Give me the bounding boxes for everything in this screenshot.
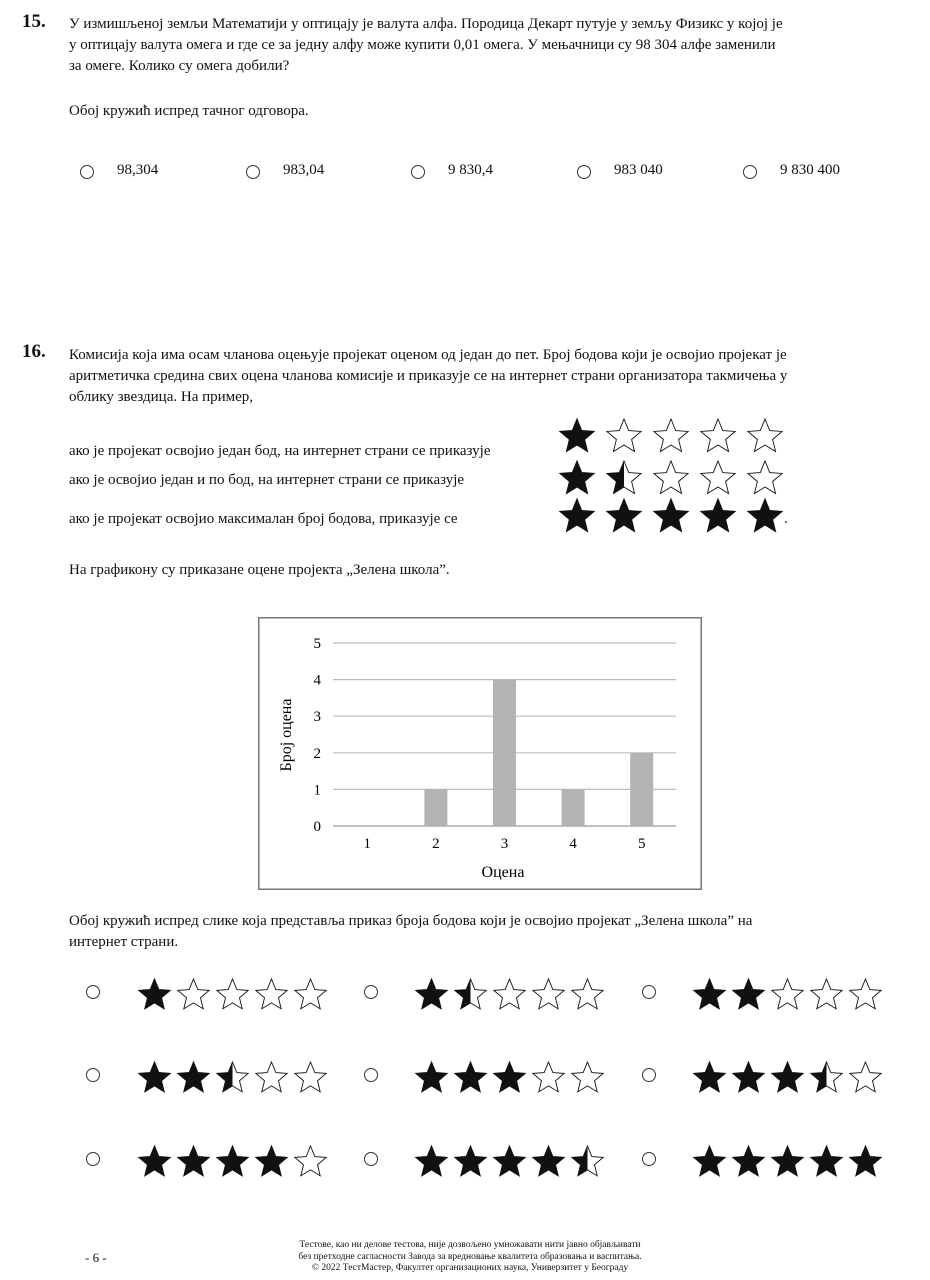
star-rating-svg: [558, 459, 784, 497]
y-tick-label: 0: [313, 819, 321, 835]
filled-star-icon: [607, 499, 641, 532]
option-label: 9 830 400: [780, 162, 840, 178]
example-text-1: ако је пројекат освојио један бод, на интернет страни се приказује: [69, 443, 491, 459]
filled-star-icon: [748, 499, 782, 532]
option-star-rating: [137, 1144, 328, 1179]
x-tick-label: 2: [432, 836, 440, 852]
filled-star-icon: [733, 1062, 764, 1092]
filled-star-icon: [694, 979, 725, 1009]
bar-chart-svg: [258, 617, 702, 890]
filled-star-icon: [178, 1062, 209, 1092]
y-tick-label: 1: [313, 782, 321, 799]
example-text-2: ако је освојио један и по бод, на интернет страни се приказује: [69, 472, 465, 488]
star-rating-svg: [414, 1144, 605, 1179]
filled-star-icon: [139, 979, 170, 1009]
y-tick-label: 3: [313, 709, 321, 726]
filled-star-icon: [560, 419, 594, 452]
star-rating-svg: [558, 497, 784, 535]
option-radio[interactable]: [86, 1152, 100, 1166]
filled-star-icon: [217, 1146, 248, 1176]
y-tick-label: 4: [313, 672, 321, 689]
question-16-text: [69, 345, 909, 408]
star-rating-svg: [137, 1060, 328, 1095]
option-star-rating: [414, 1144, 605, 1179]
example-text-3: ако је пројекат освојио максималан број бодова, приказује се: [69, 511, 458, 527]
question-15-line-3: за омеге. Колико су омега добили?: [69, 58, 290, 74]
question-15-line-1: У измишљеној земљи Математији у оптицају је валута алфа. Породица Декарт путује у земљу Физикс у којој је: [69, 16, 783, 32]
question-15-text: [69, 14, 909, 77]
option-label: 983,04: [283, 162, 325, 178]
empty-star-icon: [533, 1062, 564, 1092]
y-tick-label: 5: [313, 636, 321, 652]
empty-star-icon: [654, 461, 688, 494]
empty-star-icon: [748, 419, 782, 452]
half-star-icon: [607, 461, 641, 494]
filled-star-icon: [654, 499, 688, 532]
option-label: 9 830,4: [448, 162, 493, 178]
empty-star-icon: [701, 419, 735, 452]
filled-star-icon: [694, 1062, 725, 1092]
question-15-line-2: у оптицају валута омега и где се за једну алфу може купити 0,01 омега. У мењачници су 98 304 алфе заменили: [69, 37, 776, 53]
filled-star-icon: [256, 1146, 287, 1176]
bar-4: [562, 789, 585, 826]
bar-3: [493, 680, 516, 826]
example-star-rating-1: [558, 417, 784, 455]
half-star-icon: [572, 1146, 603, 1176]
empty-star-icon: [178, 979, 209, 1009]
option-radio[interactable]: [364, 1152, 378, 1166]
question-15-instruction: Обој кружић испред тачног одговора.: [69, 103, 309, 119]
option-star-rating: [414, 977, 605, 1012]
filled-star-icon: [455, 1062, 486, 1092]
filled-star-icon: [139, 1062, 170, 1092]
empty-star-icon: [533, 979, 564, 1009]
option-radio[interactable]: [642, 1152, 656, 1166]
empty-star-icon: [654, 419, 688, 452]
filled-star-icon: [733, 979, 764, 1009]
question-16-instruction-line-2: интернет страни.: [69, 934, 179, 950]
filled-star-icon: [533, 1146, 564, 1176]
star-rating-svg: [558, 417, 784, 455]
y-tick-label: 2: [313, 745, 321, 762]
star-rating-svg: [692, 977, 883, 1012]
empty-star-icon: [772, 979, 803, 1009]
empty-star-icon: [811, 979, 842, 1009]
empty-star-icon: [256, 979, 287, 1009]
option-star-rating: [692, 977, 883, 1012]
option-radio[interactable]: [411, 165, 425, 179]
option-label: 98,304: [117, 162, 159, 178]
empty-star-icon: [748, 461, 782, 494]
page-number: - 6 -: [85, 1250, 107, 1265]
bar-2: [424, 789, 447, 826]
x-tick-label: 3: [500, 836, 509, 852]
x-tick-label: 5: [637, 836, 646, 852]
star-rating-svg: [692, 1060, 883, 1095]
empty-star-icon: [607, 419, 641, 452]
option-radio[interactable]: [364, 985, 378, 999]
option-radio[interactable]: [577, 165, 591, 179]
option-radio[interactable]: [364, 1068, 378, 1082]
filled-star-icon: [416, 1146, 447, 1176]
x-axis-label: Оцена: [481, 864, 525, 881]
question-16-line-1: Комисија која има осам чланова оцењује пројекат оценом од један до пет. Број бодова који је освојио пројекат је: [69, 347, 787, 363]
option-star-rating: [692, 1144, 883, 1179]
option-star-rating: [137, 977, 328, 1012]
empty-star-icon: [217, 979, 248, 1009]
footer-line-2: без претходне сагласности Завода за вредновање квалитета образовања и васпитања.: [298, 1251, 642, 1262]
chart-intro: На графикону су приказане оцене пројекта „Зелена школа”.: [69, 562, 450, 578]
footer-copyright: [200, 1240, 740, 1275]
option-radio[interactable]: [246, 165, 260, 179]
empty-star-icon: [295, 1146, 326, 1176]
option-radio[interactable]: [642, 985, 656, 999]
option-radio[interactable]: [80, 165, 94, 179]
filled-star-icon: [416, 1062, 447, 1092]
question-16-line-2: аритметичка средина свих оцена чланова комисије и приказује се на интернет страни организатора такмичења у: [69, 368, 788, 384]
filled-star-icon: [560, 461, 594, 494]
half-star-icon: [217, 1062, 248, 1092]
footer-line-1: Тестове, као ни делове тестова, није дозвољено умножавати нити јавно објављивати: [299, 1240, 641, 1250]
option-label: 983 040: [614, 162, 663, 178]
star-rating-svg: [414, 1060, 605, 1095]
footer-line-3: © 2022 ТестМастер, Факултет организационих наука, Универзитет у Београду: [311, 1263, 629, 1273]
empty-star-icon: [572, 979, 603, 1009]
filled-star-icon: [139, 1146, 170, 1176]
filled-star-icon: [701, 499, 735, 532]
question-16-line-3: облику звездица. На пример,: [69, 389, 254, 405]
empty-star-icon: [295, 979, 326, 1009]
filled-star-icon: [694, 1146, 725, 1176]
x-tick-label: 4: [569, 836, 577, 852]
filled-star-icon: [560, 499, 594, 532]
option-radio[interactable]: [743, 165, 757, 179]
bar-5: [630, 753, 653, 826]
question-16-instruction-line-1: Обој кружић испред слике која представља приказ броја бодова који је освојио пројекат „Зелена школа” на: [69, 913, 753, 929]
filled-star-icon: [178, 1146, 209, 1176]
example-star-rating-2: [558, 459, 784, 497]
filled-star-icon: [850, 1146, 881, 1176]
option-star-rating: [414, 1060, 605, 1095]
option-radio[interactable]: [86, 985, 100, 999]
empty-star-icon: [850, 1062, 881, 1092]
star-rating-svg: [414, 977, 605, 1012]
filled-star-icon: [733, 1146, 764, 1176]
filled-star-icon: [455, 1146, 486, 1176]
question-16-number: 16.: [22, 341, 46, 362]
empty-star-icon: [295, 1062, 326, 1092]
empty-star-icon: [572, 1062, 603, 1092]
star-rating-svg: [137, 1144, 328, 1179]
empty-star-icon: [850, 979, 881, 1009]
example-period: .: [784, 511, 788, 527]
star-rating-svg: [137, 977, 328, 1012]
half-star-icon: [811, 1062, 842, 1092]
option-radio[interactable]: [642, 1068, 656, 1082]
filled-star-icon: [772, 1062, 803, 1092]
option-radio[interactable]: [86, 1068, 100, 1082]
star-rating-svg: [692, 1144, 883, 1179]
x-tick-label: 1: [363, 836, 372, 852]
empty-star-icon: [256, 1062, 287, 1092]
question-16-instruction: [69, 911, 909, 953]
empty-star-icon: [494, 979, 525, 1009]
y-axis-label: Број оцена: [278, 698, 295, 772]
question-15-number: 15.: [22, 11, 46, 32]
filled-star-icon: [811, 1146, 842, 1176]
half-star-icon: [455, 979, 486, 1009]
option-star-rating: [137, 1060, 328, 1095]
example-star-rating-3: [558, 497, 784, 535]
empty-star-icon: [701, 461, 735, 494]
filled-star-icon: [494, 1062, 525, 1092]
filled-star-icon: [416, 979, 447, 1009]
bar-chart: [258, 617, 702, 890]
filled-star-icon: [494, 1146, 525, 1176]
option-star-rating: [692, 1060, 883, 1095]
filled-star-icon: [772, 1146, 803, 1176]
